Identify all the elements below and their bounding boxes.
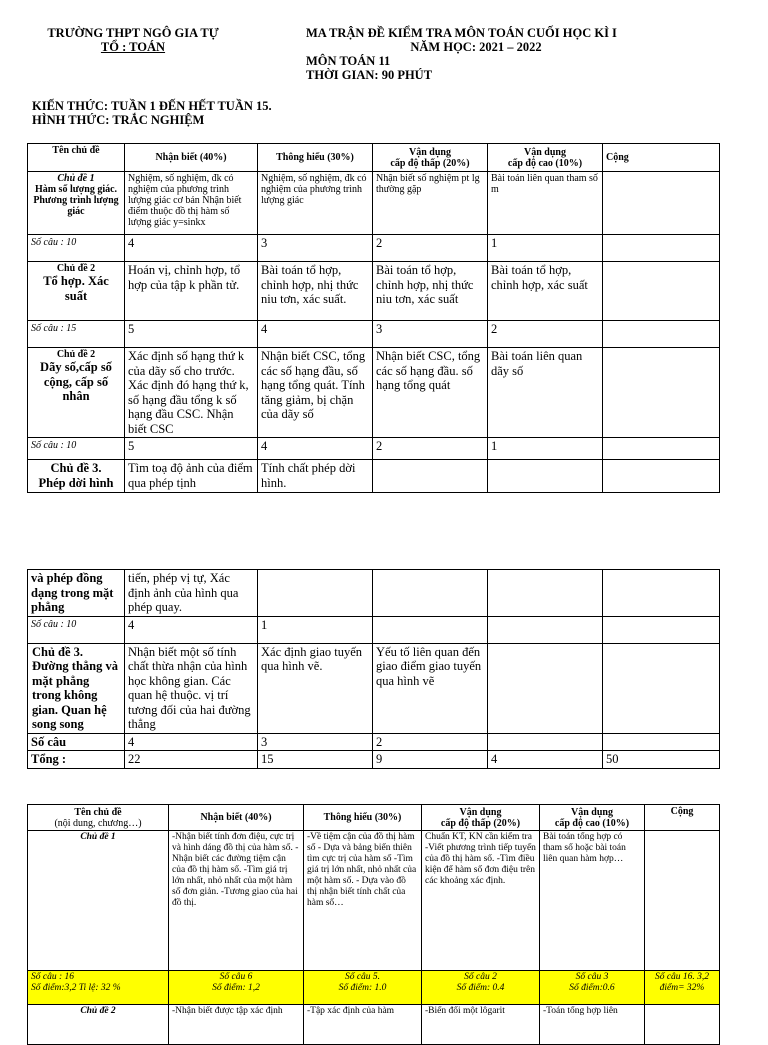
total-cell (603, 235, 720, 262)
total-row (28, 751, 720, 769)
topic-cell: Chủ đề 1 (28, 831, 169, 971)
understand-cell: -Tập xác định của hàm (304, 1005, 422, 1045)
recognize-cell: -Nhận biết tính đơn điệu, cực trị và hình dáng đồ thị của hàm số. -Nhận biết các đường tiệm cận của đồ thị hàm số. -Tìm giá trị lớn nhất, nhỏ nhất của một hàm số đơn giản. -Tương giao của hai đồ thị. (169, 831, 304, 971)
department-name: TỔ : TOÁN (100, 40, 166, 54)
count-label (28, 971, 169, 1005)
total-cell (603, 616, 720, 643)
total-cell (603, 643, 720, 733)
header-understand: Thông hiểu (30%) (258, 144, 373, 172)
apply-high-cell: Bài toán liên quan dãy số (488, 348, 603, 438)
count-line1: Số câu 5. (344, 972, 381, 982)
table-row (28, 438, 720, 460)
header-total: Cộng (603, 144, 720, 172)
apply-low-cell (373, 570, 488, 617)
total-cell (645, 1005, 720, 1045)
table-row (28, 321, 720, 348)
header-apply-low-line2: cấp độ thấp (20%) (440, 817, 521, 829)
exam-title: MA TRẬN ĐỀ KIỂM TRA MÔN TOÁN CUỐI HỌC KÌ I (306, 26, 617, 40)
recognize-cell: Hoán vị, chỉnh hợp, tổ hợp của tập k phần tử. (125, 262, 258, 321)
apply-high-cell (488, 460, 603, 493)
count-cell: 4 (258, 438, 373, 460)
topic-number: Chủ đề 2 (56, 263, 96, 274)
topic-cell: Chủ đề 3. Đường thẳng và mặt phẳng trong không gian. Quan hệ song song (28, 643, 125, 733)
header-topic-line1: Tên chủ đề (74, 806, 122, 818)
total-cell (603, 348, 720, 438)
count-cell: 1 (488, 438, 603, 460)
total-cell (603, 438, 720, 460)
header-topic: Tên chủ đề (28, 144, 125, 172)
count-cell (422, 971, 540, 1005)
count-cell: 4 (125, 235, 258, 262)
total-count-cell: 50 (603, 751, 720, 769)
school-year: NĂM HỌC: 2021 – 2022 (410, 40, 542, 54)
apply-low-cell (373, 460, 488, 493)
count-line2: Số điểm:0.6 (569, 983, 615, 993)
count-line2: Số điểm: 1,2 (212, 983, 260, 993)
total-cell (645, 831, 720, 971)
total-cell (603, 570, 720, 617)
topic-title: Hàm số lượng giác. Phương trình lượng giác (33, 184, 119, 217)
count-line2: Số điểm: 1.0 (338, 983, 387, 993)
apply-high-cell: -Toán tổng hợp liên (540, 1005, 645, 1045)
count-cell: 2 (488, 321, 603, 348)
header-topic (28, 805, 169, 831)
total-cell (603, 733, 720, 751)
topic-title: Phép dời hình (38, 475, 114, 490)
topic-cell (28, 460, 125, 493)
recognize-cell: Tìm toạ độ ảnh của điểm qua phép tịnh (125, 460, 258, 493)
exam-header (306, 26, 646, 82)
total-cell: Số câu 16. 3,2 điểm= 32% (645, 971, 720, 1005)
apply-high-cell: Bài toán tổ hợp, chỉnh hợp, xác suất (488, 262, 603, 321)
recognize-cell: Xác định số hạng thứ k của dãy số cho trước. Xác định đó hạng thứ k, số hạng đầu tổng k số hạng đầu CSC. Nhận biết CSC (125, 348, 258, 438)
understand-cell: Nhận biết CSC, tổng các số hạng đầu, số hạng tổng quát. Tính tăng giảm, bị chặn của dãy số (258, 348, 373, 438)
recognize-cell: -Nhận biết được tập xác định (169, 1005, 304, 1045)
matrix-table-page1 (27, 143, 720, 493)
topic-cell (28, 262, 125, 321)
count-label: Số câu (28, 733, 125, 751)
header-apply-high-line2: cấp độ cao (10%) (507, 157, 583, 169)
count-label: Số câu : 15 (28, 321, 125, 348)
apply-low-cell: Nhận biết số nghiệm pt lg thường gặp (373, 172, 488, 235)
total-cell (603, 460, 720, 493)
total-count-cell: 4 (488, 751, 603, 769)
topic-title: Tổ hợp. Xác suất (43, 274, 109, 303)
total-count-cell: 22 (125, 751, 258, 769)
count-label-line2: Số điểm:3,2 Ti lệ: 32 % (31, 983, 121, 993)
table-header-row (28, 144, 720, 172)
understand-cell: Xác định giao tuyến qua hình vẽ. (258, 643, 373, 733)
table-row (28, 262, 720, 321)
table-row (28, 1005, 720, 1045)
subject: MÔN TOÁN 11 (306, 54, 391, 68)
recognize-cell: tiến, phép vị tự, Xác định ảnh của hình qua phép quay. (125, 570, 258, 617)
count-row (28, 971, 720, 1005)
count-line1: Số câu 6 (219, 972, 253, 982)
header-understand: Thông hiểu (30%) (304, 805, 422, 831)
count-cell: 3 (258, 733, 373, 751)
count-label: Số câu : 10 (28, 438, 125, 460)
count-cell: 2 (373, 235, 488, 262)
header-apply-high (488, 144, 603, 172)
count-cell: 2 (373, 438, 488, 460)
count-label: Số câu : 10 (28, 616, 125, 643)
apply-low-cell: Chuẩn KT, KN cần kiểm tra -Viết phương trình tiếp tuyến của đồ thị hàm số. -Tìm điều kiện để hàm số đơn điệu trên các khoảng xác định. (422, 831, 540, 971)
table-row (28, 733, 720, 751)
count-line2: Số điểm: 0.4 (456, 983, 505, 993)
apply-low-cell: -Biến đổi một lôgarit (422, 1005, 540, 1045)
topic-cell (28, 172, 125, 235)
matrix-table-sample (27, 804, 720, 1045)
header-apply-low-line1: Vận dụng (459, 806, 502, 818)
table-row (28, 570, 720, 617)
count-cell (304, 971, 422, 1005)
school-name: TRƯỜNG THPT NGÔ GIA TỰ (47, 26, 219, 40)
count-line1: Số câu 2 (464, 972, 497, 982)
total-cell (603, 262, 720, 321)
understand-cell: Bài toán tổ hợp, chỉnh hợp, nhị thức niu tơn, xác suất. (258, 262, 373, 321)
understand-cell: Tính chất phép dời hình. (258, 460, 373, 493)
topic-cell: Chủ đề 2 (28, 1005, 169, 1045)
apply-low-cell: Bài toán tổ hợp, chỉnh hợp, nhị thức niu tơn, xác suất (373, 262, 488, 321)
table-row (28, 460, 720, 493)
table-row (28, 831, 720, 971)
total-cell (603, 321, 720, 348)
table-row (28, 235, 720, 262)
count-cell (169, 971, 304, 1005)
table-row (28, 643, 720, 733)
apply-high-cell (488, 643, 603, 733)
topic-title: Dãy số,cấp số cộng, cấp số nhân (40, 360, 112, 403)
count-cell: 5 (125, 321, 258, 348)
topic-number: Chủ đề 3. (50, 461, 102, 475)
count-cell (488, 616, 603, 643)
recognize-cell: Nghiệm, số nghiệm, đk có nghiệm của phương trình lượng giác cơ bản Nhận biết điểm thuộc đồ thị hàm số lượng giác y=sinkx (125, 172, 258, 235)
understand-cell: Nghiệm, số nghiệm, đk có nghiệm của phương trình lượng giác (258, 172, 373, 235)
header-apply-high (540, 805, 645, 831)
count-cell: 3 (258, 235, 373, 262)
count-cell (540, 971, 645, 1005)
header-apply-high-line1: Vận dụng (571, 806, 613, 818)
count-label: Số câu : 10 (28, 235, 125, 262)
school-header (44, 26, 222, 54)
header-apply-high-line1: Vận dụng (524, 146, 566, 158)
count-cell: 4 (125, 616, 258, 643)
count-cell: 4 (258, 321, 373, 348)
topic-cell: và phép đồng dạng trong mặt phẳng (28, 570, 125, 617)
total-cell (603, 172, 720, 235)
matrix-table-page2 (27, 569, 720, 769)
count-cell: 2 (373, 733, 488, 751)
table-row (28, 616, 720, 643)
count-cell: 3 (373, 321, 488, 348)
recognize-cell: Nhận biết một số tính chất thừa nhận của hình học không gian. Các quan hệ thuộc. vị trí tương đối của hai đường thẳng (125, 643, 258, 733)
table-row (28, 348, 720, 438)
header-recognize: Nhận biết (40%) (125, 144, 258, 172)
understand-cell (258, 570, 373, 617)
topic-cell (28, 348, 125, 438)
count-cell: 1 (488, 235, 603, 262)
exam-meta (32, 99, 272, 127)
count-label-line1: Số câu : 16 (31, 972, 75, 982)
total-count-cell: 9 (373, 751, 488, 769)
count-cell (488, 733, 603, 751)
table-header-row (28, 805, 720, 831)
count-line1: Số câu 3 (575, 972, 609, 982)
topic-number: Chủ đề 1 (57, 173, 95, 184)
topic-number: Chủ đề 2 (56, 349, 96, 360)
apply-high-cell: Bài toán tổng hợp có tham số hoặc bài toán liên quan hàm hợp… (540, 831, 645, 971)
understand-cell: -Về tiệm cận của đồ thị hàm số - Dựa và bảng biến thiên tìm cực trị của hàm số -Tìm giá trị lớn nhất, nhỏ nhất của một hàm số. - Dựa vào đồ thị nhận biết tính chất của hàm số… (304, 831, 422, 971)
total-label: Tổng : (28, 751, 125, 769)
apply-high-cell (488, 570, 603, 617)
header-total: Cộng (645, 805, 720, 831)
exam-form: HÌNH THỨC: TRẮC NGHIỆM (32, 113, 205, 127)
total-count-cell: 15 (258, 751, 373, 769)
header-topic-line2: (nội dung, chương…) (54, 817, 142, 829)
apply-low-cell: Yếu tố liên quan đến giao điểm giao tuyến qua hình vẽ (373, 643, 488, 733)
count-cell: 5 (125, 438, 258, 460)
header-apply-low (373, 144, 488, 172)
apply-high-cell: Bài toán liên quan tham số m (488, 172, 603, 235)
header-recognize: Nhận biết (40%) (169, 805, 304, 831)
header-apply-low (422, 805, 540, 831)
header-apply-low-line1: Vận dụng (409, 146, 451, 158)
count-cell (373, 616, 488, 643)
header-apply-high-line2: cấp độ cao (10%) (554, 817, 630, 829)
knowledge-range: KIẾN THỨC: TUẦN 1 ĐẾN HẾT TUẦN 15. (32, 99, 272, 113)
exam-time: THỜI GIAN: 90 PHÚT (306, 68, 433, 82)
header-apply-low-line2: cấp độ thấp (20%) (390, 157, 470, 169)
table-row (28, 172, 720, 235)
count-cell: 1 (258, 616, 373, 643)
apply-low-cell: Nhận biết CSC, tổng các số hạng đầu. số hạng tổng quát (373, 348, 488, 438)
count-cell: 4 (125, 733, 258, 751)
